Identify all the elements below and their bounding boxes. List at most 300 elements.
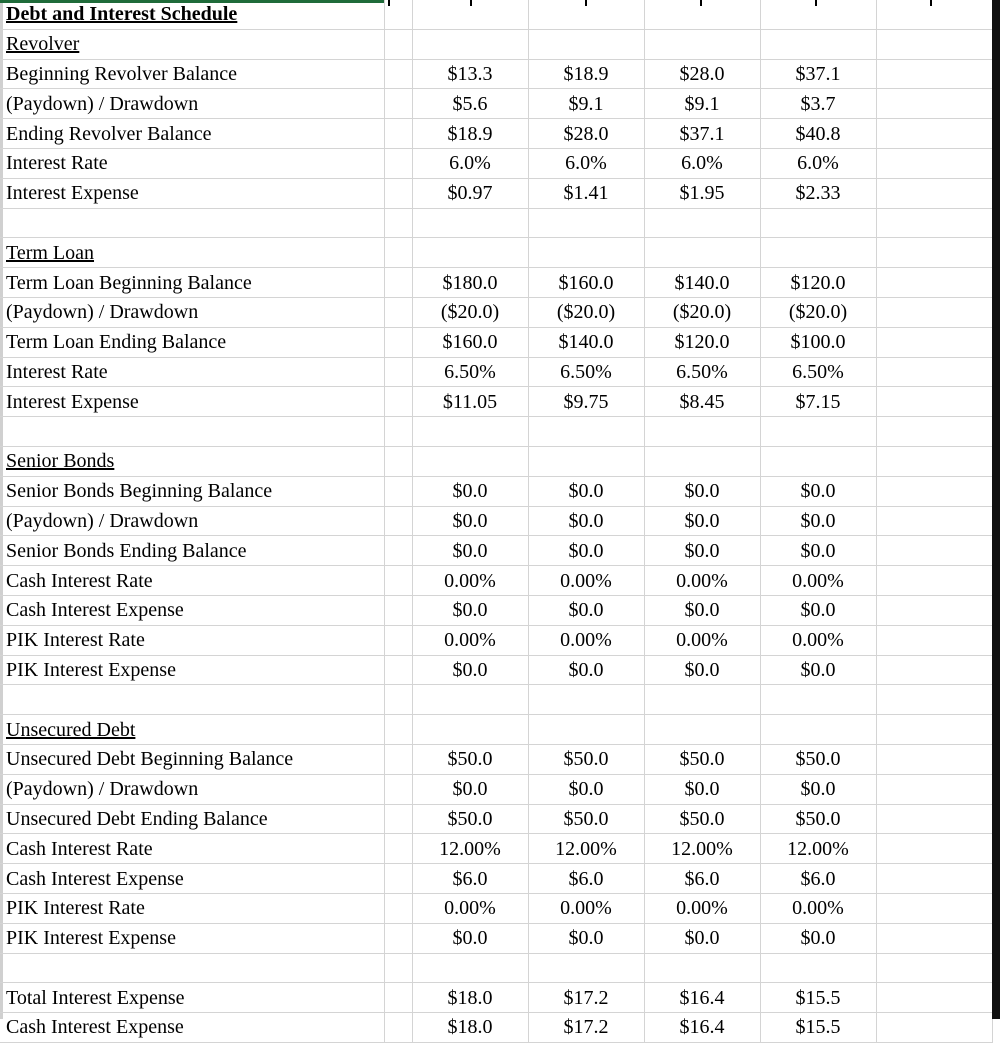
row-label-cell-text: Interest Rate [6, 152, 108, 175]
value-cell-text: $0.0 [568, 927, 604, 950]
spacer-cell[interactable] [384, 715, 412, 745]
value-cell[interactable] [644, 864, 760, 894]
value-cell[interactable] [528, 953, 644, 983]
row-label-cell[interactable] [0, 953, 384, 983]
value-cell[interactable] [876, 923, 992, 953]
row-label-cell[interactable] [0, 29, 384, 59]
value-cell[interactable] [412, 595, 528, 625]
value-cell[interactable] [760, 119, 876, 149]
row-label-cell[interactable] [0, 208, 384, 238]
value-cell[interactable] [528, 744, 644, 774]
value-cell[interactable] [412, 238, 528, 268]
value-cell[interactable] [876, 268, 992, 298]
value-cell[interactable] [412, 119, 528, 149]
row-label-cell-text: Cash Interest Rate [6, 837, 153, 860]
value-cell[interactable] [644, 327, 760, 357]
value-cell[interactable] [876, 327, 992, 357]
value-cell[interactable] [528, 923, 644, 953]
row-label-cell[interactable] [0, 744, 384, 774]
row-label-cell-text: Term Loan Ending Balance [6, 331, 227, 354]
value-cell[interactable] [760, 536, 876, 566]
value-cell[interactable] [528, 1013, 644, 1043]
value-cell[interactable] [412, 744, 528, 774]
row-label-cell[interactable] [0, 1013, 384, 1043]
value-cell[interactable] [876, 595, 992, 625]
value-cell[interactable] [760, 59, 876, 89]
value-cell[interactable] [528, 476, 644, 506]
sheet-row [0, 834, 992, 864]
value-cell[interactable] [412, 715, 528, 745]
sheet-row [0, 238, 992, 268]
value-cell[interactable] [644, 59, 760, 89]
spacer-cell[interactable] [384, 566, 412, 596]
value-cell[interactable] [760, 834, 876, 864]
value-cell[interactable] [644, 923, 760, 953]
value-cell[interactable] [412, 59, 528, 89]
value-cell[interactable] [876, 357, 992, 387]
value-cell[interactable] [760, 357, 876, 387]
row-label-cell[interactable] [0, 357, 384, 387]
value-cell[interactable] [528, 297, 644, 327]
value-cell[interactable] [644, 29, 760, 59]
value-cell[interactable] [528, 417, 644, 447]
value-cell[interactable] [876, 893, 992, 923]
sheet-row [0, 566, 992, 596]
row-label-cell[interactable] [0, 536, 384, 566]
value-cell[interactable] [760, 893, 876, 923]
row-label-cell[interactable] [0, 476, 384, 506]
spacer-cell[interactable] [384, 119, 412, 149]
value-cell[interactable] [876, 804, 992, 834]
value-cell-text: $9.1 [684, 92, 720, 115]
sheet-row [0, 29, 992, 59]
value-cell[interactable] [644, 685, 760, 715]
value-cell[interactable] [528, 655, 644, 685]
value-cell[interactable] [760, 953, 876, 983]
value-cell[interactable] [644, 774, 760, 804]
spacer-cell[interactable] [384, 327, 412, 357]
value-cell[interactable] [760, 655, 876, 685]
spacer-cell[interactable] [384, 506, 412, 536]
value-cell-text: $0.0 [568, 658, 604, 681]
value-cell[interactable] [528, 864, 644, 894]
value-cell[interactable] [412, 29, 528, 59]
value-cell-text: $15.5 [795, 986, 841, 1009]
value-cell[interactable] [760, 685, 876, 715]
value-cell[interactable] [528, 566, 644, 596]
value-cell[interactable] [876, 387, 992, 417]
value-cell[interactable] [528, 268, 644, 298]
value-cell[interactable] [528, 893, 644, 923]
value-cell[interactable] [412, 536, 528, 566]
value-cell[interactable] [644, 506, 760, 536]
spacer-cell[interactable] [384, 685, 412, 715]
value-cell[interactable] [876, 864, 992, 894]
value-cell[interactable] [412, 923, 528, 953]
spacer-cell[interactable] [384, 893, 412, 923]
value-cell[interactable] [644, 536, 760, 566]
spacer-cell[interactable] [384, 297, 412, 327]
value-cell[interactable] [528, 595, 644, 625]
value-cell[interactable] [760, 715, 876, 745]
sheet-row [0, 59, 992, 89]
value-cell[interactable] [644, 893, 760, 923]
spacer-cell[interactable] [384, 774, 412, 804]
value-cell[interactable] [760, 297, 876, 327]
value-cell[interactable] [760, 1013, 876, 1043]
value-cell[interactable] [644, 715, 760, 745]
value-cell[interactable] [760, 506, 876, 536]
value-cell[interactable] [412, 357, 528, 387]
spacer-cell[interactable] [384, 476, 412, 506]
value-cell[interactable] [644, 625, 760, 655]
spacer-cell[interactable] [384, 59, 412, 89]
value-cell-text: $160.0 [558, 271, 614, 294]
window-right-edge [992, 0, 1000, 1019]
value-cell[interactable] [528, 357, 644, 387]
row-label-cell[interactable] [0, 119, 384, 149]
row-label-cell[interactable] [0, 297, 384, 327]
value-cell-text: $0.0 [452, 927, 488, 950]
spacer-cell[interactable] [384, 923, 412, 953]
value-cell-text: $15.5 [795, 1016, 841, 1039]
value-cell[interactable] [644, 148, 760, 178]
value-cell-text: $140.0 [674, 271, 730, 294]
sheet-row [0, 119, 992, 149]
row-label-cell[interactable] [0, 804, 384, 834]
value-cell[interactable] [412, 89, 528, 119]
sheet-row [0, 89, 992, 119]
value-cell[interactable] [644, 834, 760, 864]
value-cell-text: $18.0 [447, 1016, 493, 1039]
value-cell[interactable] [528, 59, 644, 89]
spacer-cell[interactable] [384, 536, 412, 566]
row-label-cell[interactable] [0, 834, 384, 864]
value-cell[interactable] [412, 893, 528, 923]
row-label-cell[interactable] [0, 983, 384, 1013]
value-cell-text: $50.0 [563, 748, 609, 771]
value-cell[interactable] [876, 238, 992, 268]
row-label-cell[interactable] [0, 446, 384, 476]
value-cell[interactable] [644, 417, 760, 447]
value-cell[interactable] [760, 208, 876, 238]
value-cell[interactable] [760, 387, 876, 417]
value-cell[interactable] [876, 834, 992, 864]
spacer-cell[interactable] [384, 148, 412, 178]
value-cell-text: $17.2 [563, 1016, 609, 1039]
value-cell[interactable] [412, 685, 528, 715]
sheet-row [0, 178, 992, 208]
row-label-cell[interactable] [0, 715, 384, 745]
row-label-cell[interactable] [0, 506, 384, 536]
value-cell[interactable] [528, 119, 644, 149]
value-cell-text: $13.3 [447, 62, 493, 85]
spacer-cell[interactable] [384, 268, 412, 298]
value-cell[interactable] [644, 119, 760, 149]
value-cell[interactable] [528, 238, 644, 268]
value-cell[interactable] [412, 387, 528, 417]
value-cell[interactable] [528, 387, 644, 417]
value-cell[interactable] [528, 685, 644, 715]
value-cell[interactable] [412, 297, 528, 327]
value-cell[interactable] [528, 178, 644, 208]
value-cell-text: 12.00% [671, 837, 733, 860]
value-cell[interactable] [760, 744, 876, 774]
value-cell-text: $0.0 [684, 509, 720, 532]
value-cell[interactable] [760, 595, 876, 625]
spacer-cell[interactable] [384, 625, 412, 655]
value-cell[interactable] [644, 983, 760, 1013]
value-cell[interactable] [528, 446, 644, 476]
value-cell-text: 12.00% [439, 837, 501, 860]
value-cell[interactable] [876, 744, 992, 774]
value-cell[interactable] [876, 446, 992, 476]
value-cell[interactable] [412, 446, 528, 476]
value-cell[interactable] [644, 297, 760, 327]
row-label-cell[interactable] [0, 89, 384, 119]
spacer-cell[interactable] [384, 208, 412, 238]
spacer-cell[interactable] [384, 446, 412, 476]
value-cell-text: $1.41 [563, 182, 609, 205]
value-cell-text: $16.4 [679, 986, 725, 1009]
value-cell-text: 12.00% [555, 837, 617, 860]
value-cell[interactable] [760, 268, 876, 298]
value-cell[interactable] [644, 178, 760, 208]
value-cell[interactable] [412, 268, 528, 298]
value-cell-text: $0.0 [452, 599, 488, 622]
value-cell[interactable] [412, 625, 528, 655]
row-label-cell-text: Beginning Revolver Balance [6, 62, 238, 85]
value-cell[interactable] [644, 566, 760, 596]
value-cell[interactable] [644, 476, 760, 506]
value-cell[interactable] [412, 804, 528, 834]
value-cell[interactable] [876, 89, 992, 119]
row-label-cell[interactable] [0, 923, 384, 953]
value-cell[interactable] [876, 178, 992, 208]
value-cell-text: 0.00% [560, 897, 612, 920]
value-cell-text: $0.0 [800, 778, 836, 801]
value-cell[interactable] [876, 506, 992, 536]
value-cell[interactable] [760, 983, 876, 1013]
spacer-cell[interactable] [384, 595, 412, 625]
row-label-cell[interactable] [0, 387, 384, 417]
value-cell[interactable] [644, 208, 760, 238]
row-label-cell[interactable] [0, 655, 384, 685]
value-cell[interactable] [412, 834, 528, 864]
value-cell[interactable] [876, 655, 992, 685]
row-label-cell[interactable] [0, 595, 384, 625]
value-cell[interactable] [644, 268, 760, 298]
value-cell[interactable] [876, 685, 992, 715]
spacer-cell[interactable] [384, 983, 412, 1013]
value-cell[interactable] [876, 983, 992, 1013]
value-cell[interactable] [528, 983, 644, 1013]
value-cell[interactable] [876, 536, 992, 566]
value-cell[interactable] [528, 625, 644, 655]
value-cell[interactable] [528, 804, 644, 834]
value-cell[interactable] [412, 506, 528, 536]
value-cell[interactable] [644, 744, 760, 774]
row-label-cell-text: (Paydown) / Drawdown [6, 92, 199, 115]
value-cell[interactable] [644, 238, 760, 268]
row-label-cell-text: Senior Bonds Beginning Balance [6, 480, 273, 503]
sheet-row [0, 953, 992, 983]
value-cell[interactable] [644, 357, 760, 387]
spacer-cell[interactable] [384, 804, 412, 834]
value-cell[interactable] [876, 59, 992, 89]
value-cell[interactable] [412, 655, 528, 685]
spacer-cell[interactable] [384, 864, 412, 894]
value-cell-text: $6.0 [452, 867, 488, 890]
value-cell[interactable] [644, 1013, 760, 1043]
sheet-row [0, 208, 992, 238]
value-cell[interactable] [644, 804, 760, 834]
value-cell[interactable] [760, 864, 876, 894]
value-cell[interactable] [760, 625, 876, 655]
row-label-cell[interactable] [0, 238, 384, 268]
value-cell[interactable] [876, 715, 992, 745]
value-cell[interactable] [412, 1013, 528, 1043]
value-cell[interactable] [644, 89, 760, 119]
spacer-cell[interactable] [384, 89, 412, 119]
value-cell[interactable] [760, 89, 876, 119]
spacer-cell[interactable] [384, 834, 412, 864]
value-cell[interactable] [876, 1013, 992, 1043]
row-label-cell[interactable] [0, 268, 384, 298]
value-cell[interactable] [528, 29, 644, 59]
spacer-cell[interactable] [384, 357, 412, 387]
value-cell[interactable] [760, 417, 876, 447]
value-cell[interactable] [412, 983, 528, 1013]
value-cell[interactable] [412, 148, 528, 178]
sheet-row [0, 893, 992, 923]
row-label-cell[interactable] [0, 864, 384, 894]
value-cell[interactable] [528, 715, 644, 745]
row-label-cell[interactable] [0, 685, 384, 715]
value-cell[interactable] [644, 953, 760, 983]
value-cell[interactable] [412, 953, 528, 983]
value-cell[interactable] [876, 148, 992, 178]
row-label-cell[interactable] [0, 178, 384, 208]
spacer-cell[interactable] [384, 238, 412, 268]
value-cell-text: $0.0 [684, 778, 720, 801]
value-cell[interactable] [528, 327, 644, 357]
value-cell[interactable] [760, 476, 876, 506]
value-cell-text: $50.0 [795, 807, 841, 830]
spacer-cell[interactable] [384, 953, 412, 983]
value-cell-text: 0.00% [792, 569, 844, 592]
spacer-cell[interactable] [384, 178, 412, 208]
spacer-cell[interactable] [384, 655, 412, 685]
sheet-row [0, 387, 992, 417]
value-cell[interactable] [876, 29, 992, 59]
value-cell[interactable] [412, 327, 528, 357]
value-cell[interactable] [876, 297, 992, 327]
value-cell[interactable] [760, 804, 876, 834]
value-cell[interactable] [876, 417, 992, 447]
value-cell-text: 0.00% [444, 569, 496, 592]
value-cell-text: $50.0 [679, 748, 725, 771]
value-cell[interactable] [412, 774, 528, 804]
value-cell[interactable] [644, 655, 760, 685]
value-cell[interactable] [412, 864, 528, 894]
row-label-cell-text: Senior Bonds Ending Balance [6, 539, 247, 562]
row-label-cell-text: Term Loan Beginning Balance [6, 271, 252, 294]
value-cell[interactable] [528, 834, 644, 864]
value-cell[interactable] [528, 89, 644, 119]
value-cell[interactable] [528, 148, 644, 178]
value-cell[interactable] [412, 178, 528, 208]
value-cell-text: $0.0 [452, 778, 488, 801]
row-label-cell[interactable] [0, 327, 384, 357]
value-cell-text: 6.50% [676, 360, 728, 383]
value-cell[interactable] [644, 446, 760, 476]
value-cell-text: $28.0 [563, 122, 609, 145]
row-label-cell-text: PIK Interest Expense [6, 927, 176, 950]
value-cell[interactable] [876, 566, 992, 596]
value-cell[interactable] [760, 566, 876, 596]
row-label-cell[interactable] [0, 59, 384, 89]
row-label-cell[interactable] [0, 148, 384, 178]
value-cell[interactable] [528, 506, 644, 536]
value-cell[interactable] [412, 476, 528, 506]
row-label-cell[interactable] [0, 625, 384, 655]
row-label-cell[interactable] [0, 566, 384, 596]
value-cell[interactable] [760, 446, 876, 476]
value-cell[interactable] [876, 119, 992, 149]
row-label-cell-text: Interest Expense [6, 390, 139, 413]
value-cell[interactable] [760, 238, 876, 268]
value-cell[interactable] [528, 536, 644, 566]
value-cell[interactable] [876, 953, 992, 983]
value-cell[interactable] [876, 774, 992, 804]
value-cell[interactable] [876, 476, 992, 506]
value-cell[interactable] [412, 208, 528, 238]
spacer-cell[interactable] [384, 1013, 412, 1043]
value-cell[interactable] [760, 923, 876, 953]
value-cell[interactable] [760, 148, 876, 178]
value-cell[interactable] [528, 208, 644, 238]
value-cell-text: 0.00% [792, 629, 844, 652]
value-cell[interactable] [760, 327, 876, 357]
value-cell[interactable] [412, 417, 528, 447]
value-cell[interactable] [760, 774, 876, 804]
value-cell[interactable] [528, 774, 644, 804]
sheet-row [0, 327, 992, 357]
value-cell[interactable] [412, 566, 528, 596]
spacer-cell[interactable] [384, 744, 412, 774]
value-cell[interactable] [644, 595, 760, 625]
row-label-cell[interactable] [0, 417, 384, 447]
value-cell-text: $0.0 [800, 927, 836, 950]
row-label-cell[interactable] [0, 893, 384, 923]
value-cell[interactable] [760, 178, 876, 208]
value-cell[interactable] [760, 29, 876, 59]
value-cell-text: $50.0 [447, 807, 493, 830]
spacer-cell[interactable] [384, 387, 412, 417]
value-cell[interactable] [876, 208, 992, 238]
value-cell-text: 0.00% [676, 897, 728, 920]
value-cell[interactable] [644, 387, 760, 417]
row-label-cell-text: PIK Interest Rate [6, 897, 145, 920]
row-label-cell-text: Ending Revolver Balance [6, 122, 212, 145]
value-cell-text: $0.0 [568, 480, 604, 503]
spacer-cell[interactable] [384, 417, 412, 447]
value-cell[interactable] [876, 625, 992, 655]
spacer-cell[interactable] [384, 29, 412, 59]
value-cell-text: $11.05 [442, 390, 498, 413]
row-label-cell[interactable] [0, 774, 384, 804]
